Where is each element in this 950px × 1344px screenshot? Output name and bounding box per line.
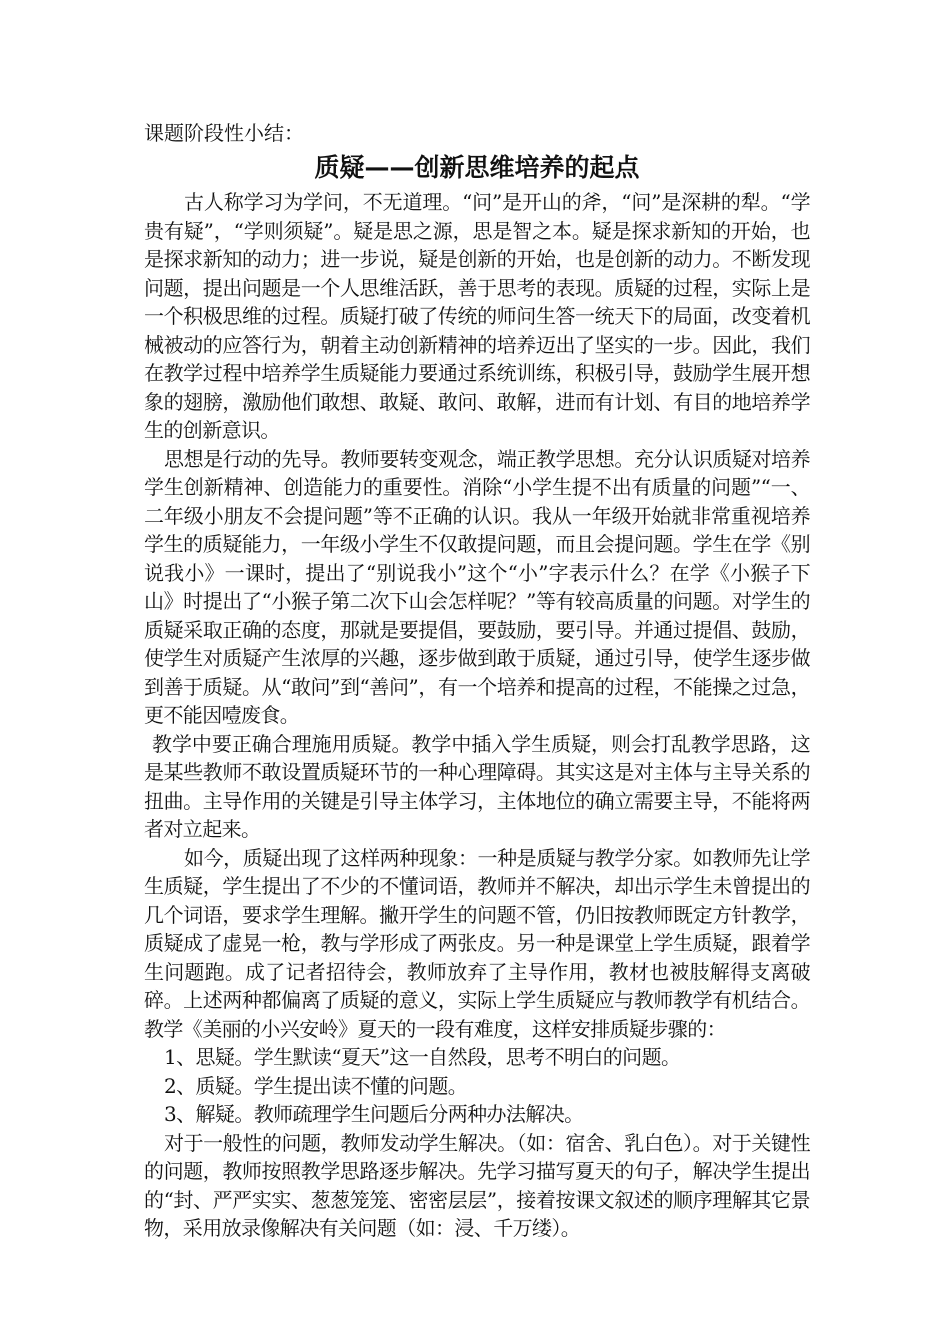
paragraph-closing: 对于一般性的问题，教师发动学生解决。（如：宿舍、乳白色）。对于关键性的问题，教师按照教学思路逐步解决。先学习描写夏天的句子，解决学生提出的“封、严严实实、葱葱笼笼、密密层层”，接着按课文叙述的顺序理解其它景物，采用放录像解决有关问题（如：浸、千万缕）。 [144, 1130, 810, 1240]
paragraph-intro: 古人称学习为学问，不无道理。“问”是开山的斧，“问”是深耕的犁。“学贵有疑”，“学则须疑”。疑是思之源，思是智之本。疑是探求新知的开始，也是探求新知的动力；进一步说，疑是创新的开始，也是创新的动力。不断发现问题，提出问题是一个人思维活跃，善于思考的表现。质疑的过程，实际上是一个积极思维的过程。质疑打破了传统的师问生答一统天下的局面，改变着机械被动的应答行为，朝着主动创新精神的培养迈出了坚实的一步。因此，我们在教学过程中培养学生质疑能力要通过系统训练，积极引导，鼓励学生展开想象的翅膀，激励他们敢想、敢疑、敢问、敢解，进而有计划、有目的地培养学生的创新意识。 [144, 190, 810, 442]
paragraph-teaching: 教学中要正确合理施用质疑。教学中插入学生质疑，则会打乱教学思路，这是某些教师不敢设置质疑环节的一种心理障碍。其实这是对主体与主导关系的扭曲。主导作用的关键是引导主体学习，主体地位的确立需要主导，不能将两者对立起来。 [144, 731, 810, 841]
document-title: 质疑——创新思维培养的起点 [314, 153, 640, 182]
step-item: 3、解疑。教师疏理学生问题后分两种办法解决。 [164, 1102, 584, 1126]
section-label: 课题阶段性小结： [144, 121, 304, 145]
paragraph-thinking: 思想是行动的先导。教师要转变观念，端正教学思想。充分认识质疑对培养学生创新精神、创造能力的重要性。消除“小学生提不出有质量的问题”“一、二年级小朋友不会提问题”等不正确的认识。我从一年级开始就非常重视培养学生的质疑能力，一年级小学生不仅敢提问题，而且会提问题。学生在学《别说我小》一课时，提出了“别说我小”这个“小”字表示什么？在学《小猴子下山》时提出了“小猴子第二次下山会怎样呢？”等有较高质量的问题。对学生的质疑采取正确的态度，那就是要提倡，要鼓励，要引导。并通过提倡、鼓励，使学生对质疑产生浓厚的兴趣，逐步做到敢于质疑，通过引导，使学生逐步做到善于质疑。从“敢问”到“善问”，有一个培养和提高的过程，不能操之过急，更不能因噎废食。 [144, 446, 810, 727]
step-item: 1、思疑。学生默读“夏天”这一自然段，思考不明白的问题。 [164, 1045, 681, 1069]
document-body [144, 118, 810, 1243]
paragraph-phenomena: 如今，质疑出现了这样两种现象：一种是质疑与教学分家。如教师先让学生质疑，学生提出了不少的不懂词语，教师并不解决，却出示学生未曾提出的几个词语，要求学生理解。撇开学生的问题不管，仍旧按教师既定方针教学，质疑成了虚晃一枪，教与学形成了两张皮。另一种是课堂上学生质疑，跟着学生问题跑。成了记者招待会，教师放弃了主导作用，教材也被肢解得支离破碎。上述两种都偏离了质疑的意义，实际上学生质疑应与教师教学有机结合。教学《美丽的小兴安岭》夏天的一段有难度，这样安排质疑步骤的： [144, 845, 810, 1041]
step-item: 2、质疑。学生提出读不懂的问题。 [164, 1073, 468, 1098]
